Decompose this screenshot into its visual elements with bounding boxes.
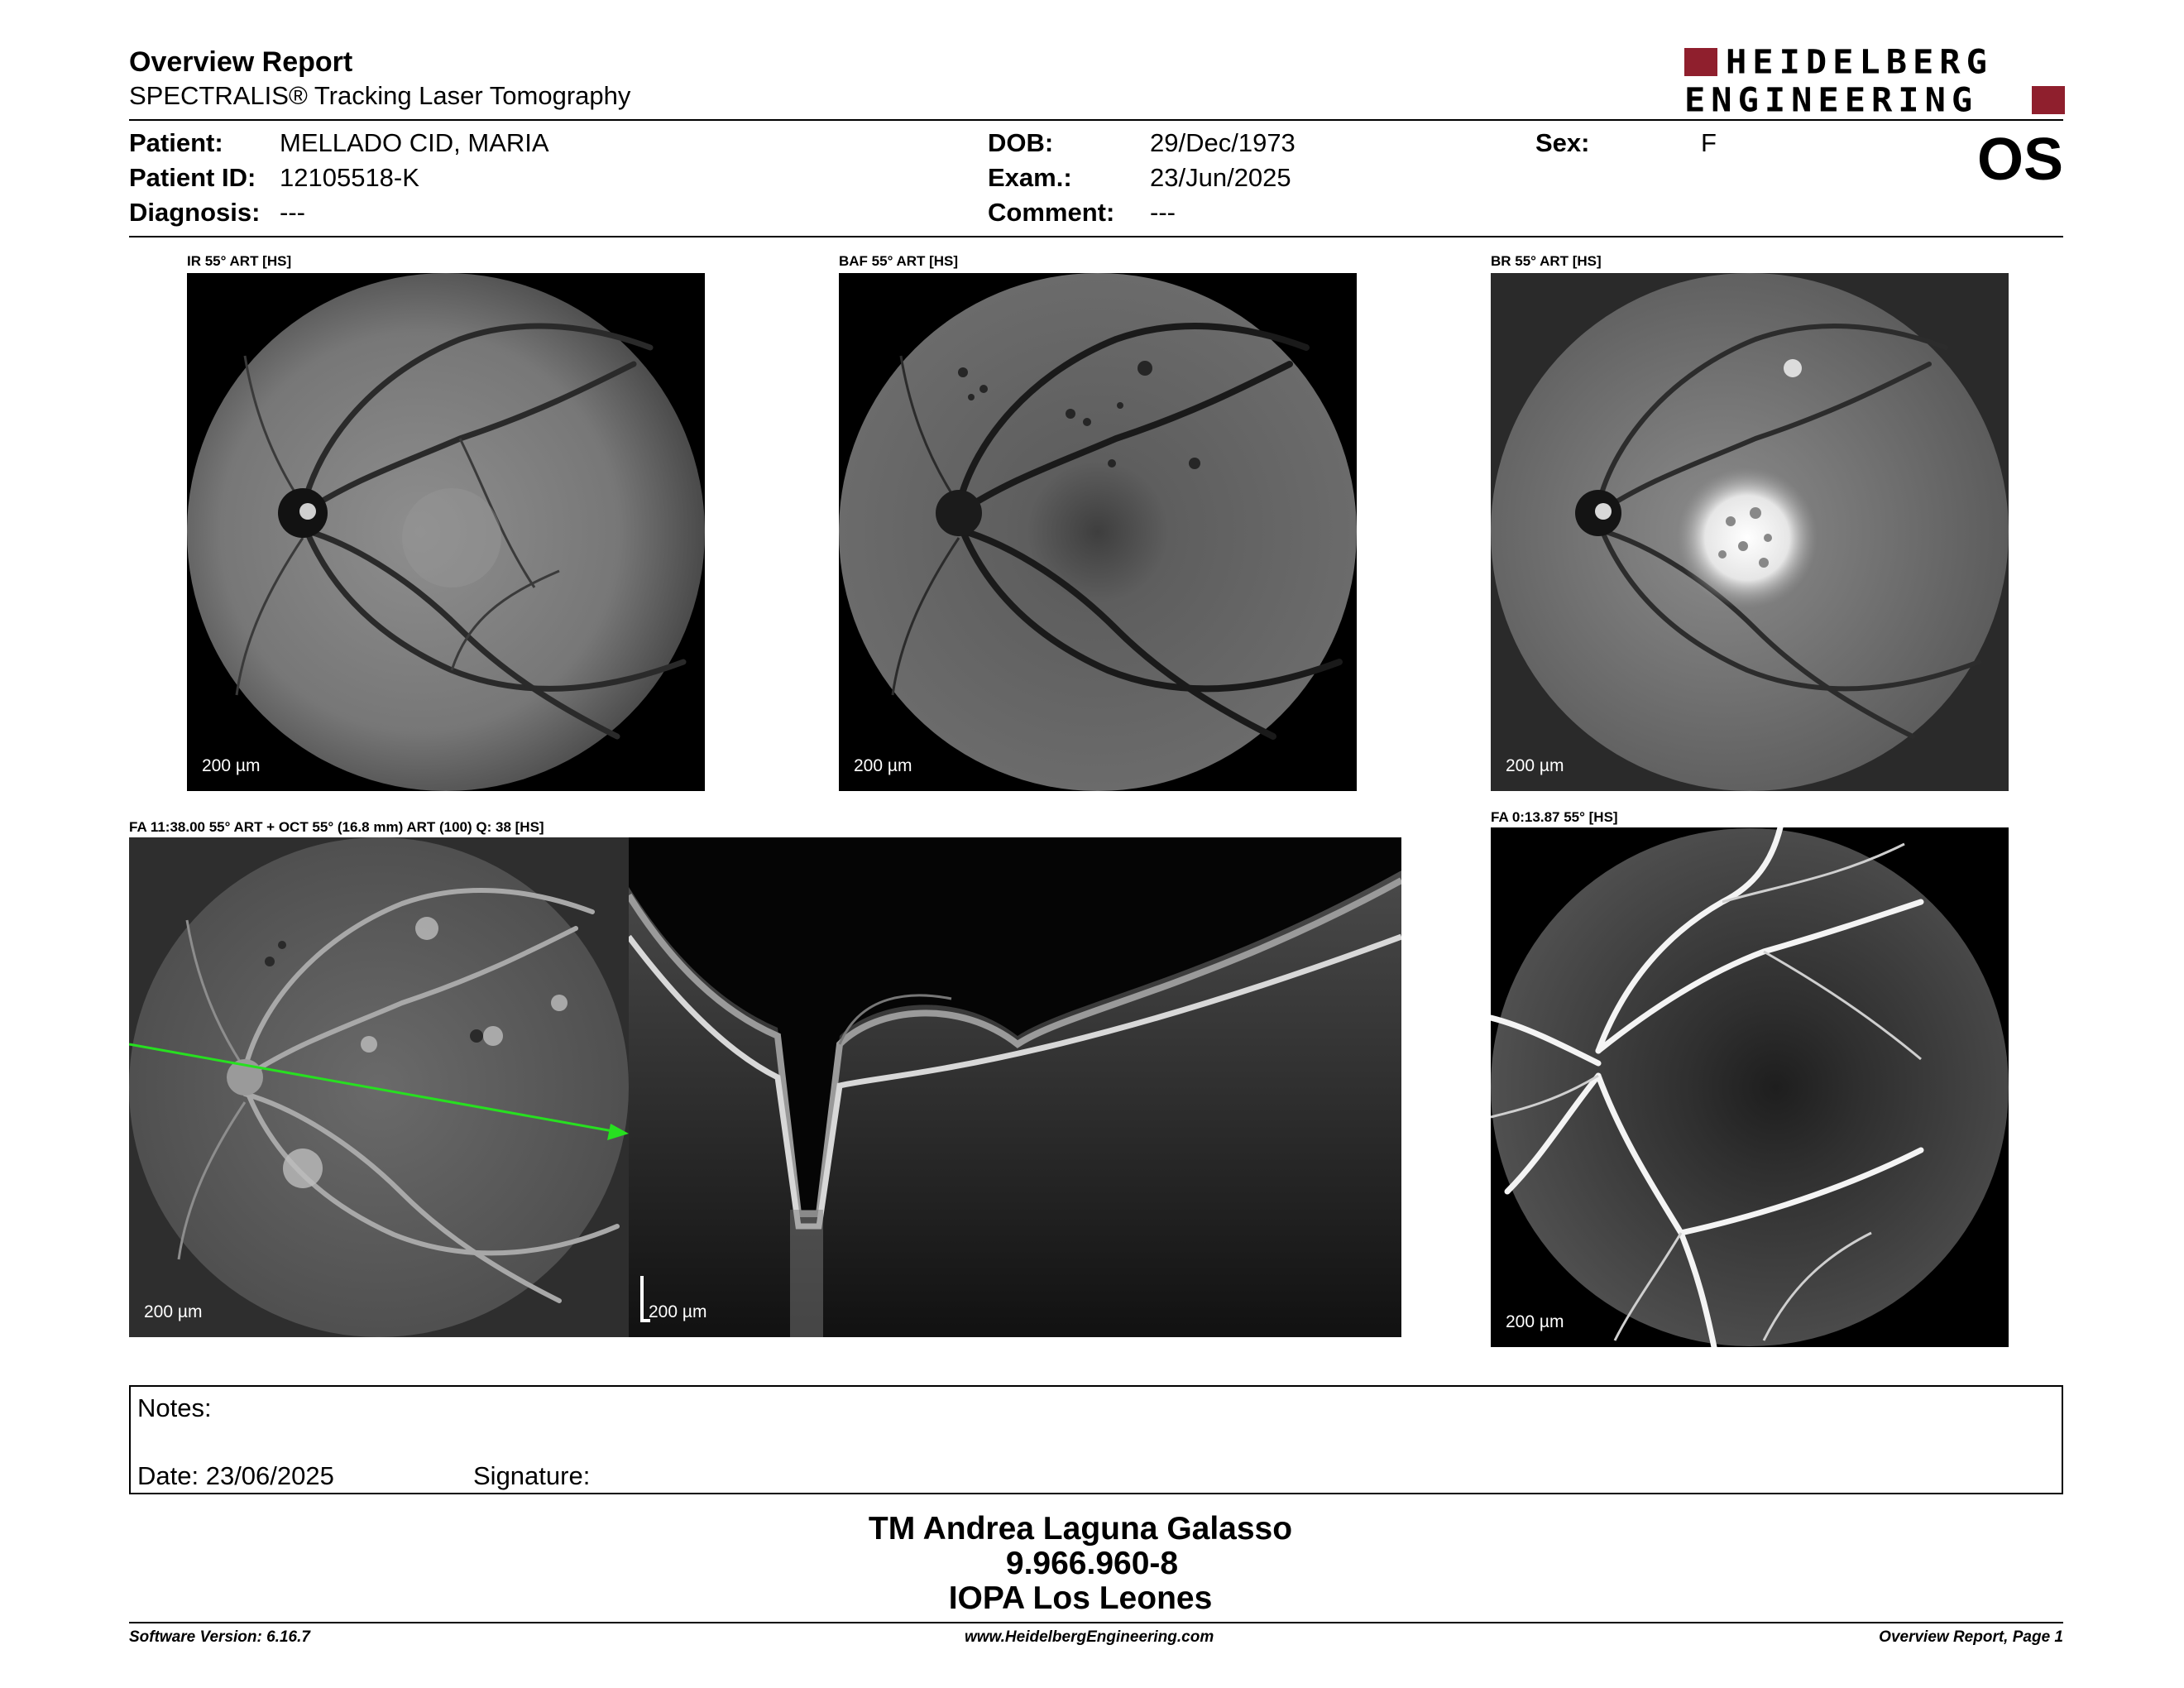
logo-square-icon [1684,48,1717,76]
sex-label: Sex: [1535,128,1590,157]
fa-oct-caption: FA 11:38.00 55° ART + OCT 55° (16.8 mm) ART (100) Q: 38 [HS] [129,819,544,835]
software-version: Software Version: 6.16.7 [129,1628,310,1646]
dob-label: DOB: [988,128,1054,157]
logo-line-1: HEIDELBERG [1726,42,1993,81]
signature-label: Signature: [473,1461,591,1490]
exam-date: 23/Jun/2025 [1150,163,1291,192]
comment-value: --- [1150,198,1176,227]
date-label: Date: 23/06/2025 [137,1461,334,1490]
ir-scale-label: 200 µm [202,756,261,775]
baf-scale-label: 200 µm [854,756,912,775]
logo-line-2: ENGINEERING [1684,80,1979,119]
oct-scale-label: 200 µm [649,1302,707,1321]
br-scale-label: 200 µm [1506,756,1564,775]
comment-label: Comment: [988,198,1115,227]
diagnosis-value: --- [280,198,305,227]
header-divider [129,119,2063,121]
fa-late-image [129,837,629,1337]
ir-caption: IR 55° ART [HS] [187,253,292,269]
report-subtitle: SPECTRALIS® Tracking Laser Tomography [129,81,631,110]
br-caption: BR 55° ART [HS] [1491,253,1602,269]
exam-label: Exam.: [988,163,1072,192]
heidelberg-logo [1684,42,2065,119]
footer-divider [129,1622,2063,1623]
oct-bscan-image [629,837,1401,1337]
notes-box [129,1385,2063,1494]
website-link[interactable]: www.HeidelbergEngineering.com [965,1628,1214,1646]
technician-id: 9.966.960-8 [1005,1546,1179,1581]
patient-name: MELLADO CID, MARIA [280,128,549,157]
fa-early-image [1491,827,2009,1347]
dob-value: 29/Dec/1973 [1150,128,1296,157]
notes-label: Notes: [137,1393,212,1422]
diagnosis-label: Diagnosis: [129,198,261,227]
eye-indicator: OS [1976,127,2063,193]
technician-name: TM Andrea Laguna Galasso [868,1511,1293,1547]
patient-label: Patient: [129,128,223,157]
patient-divider [129,236,2063,237]
fa-early-scale-label: 200 µm [1506,1312,1564,1331]
fa-late-scale-label: 200 µm [144,1302,203,1321]
baf-caption: BAF 55° ART [HS] [839,253,959,269]
br-fundus-image [1491,273,2009,791]
sex-value: F [1701,128,1717,157]
fa-early-caption: FA 0:13.87 55° [HS] [1491,809,1618,825]
page-number: Overview Report, Page 1 [1879,1628,2063,1646]
ir-fundus-image [187,273,705,791]
logo-square-icon [2032,86,2065,114]
patient-id: 12105518-K [280,163,419,192]
patient-id-label: Patient ID: [129,163,256,192]
baf-fundus-image [839,273,1357,791]
institution-name: IOPA Los Leones [948,1580,1213,1616]
report-title: Overview Report [129,46,353,78]
